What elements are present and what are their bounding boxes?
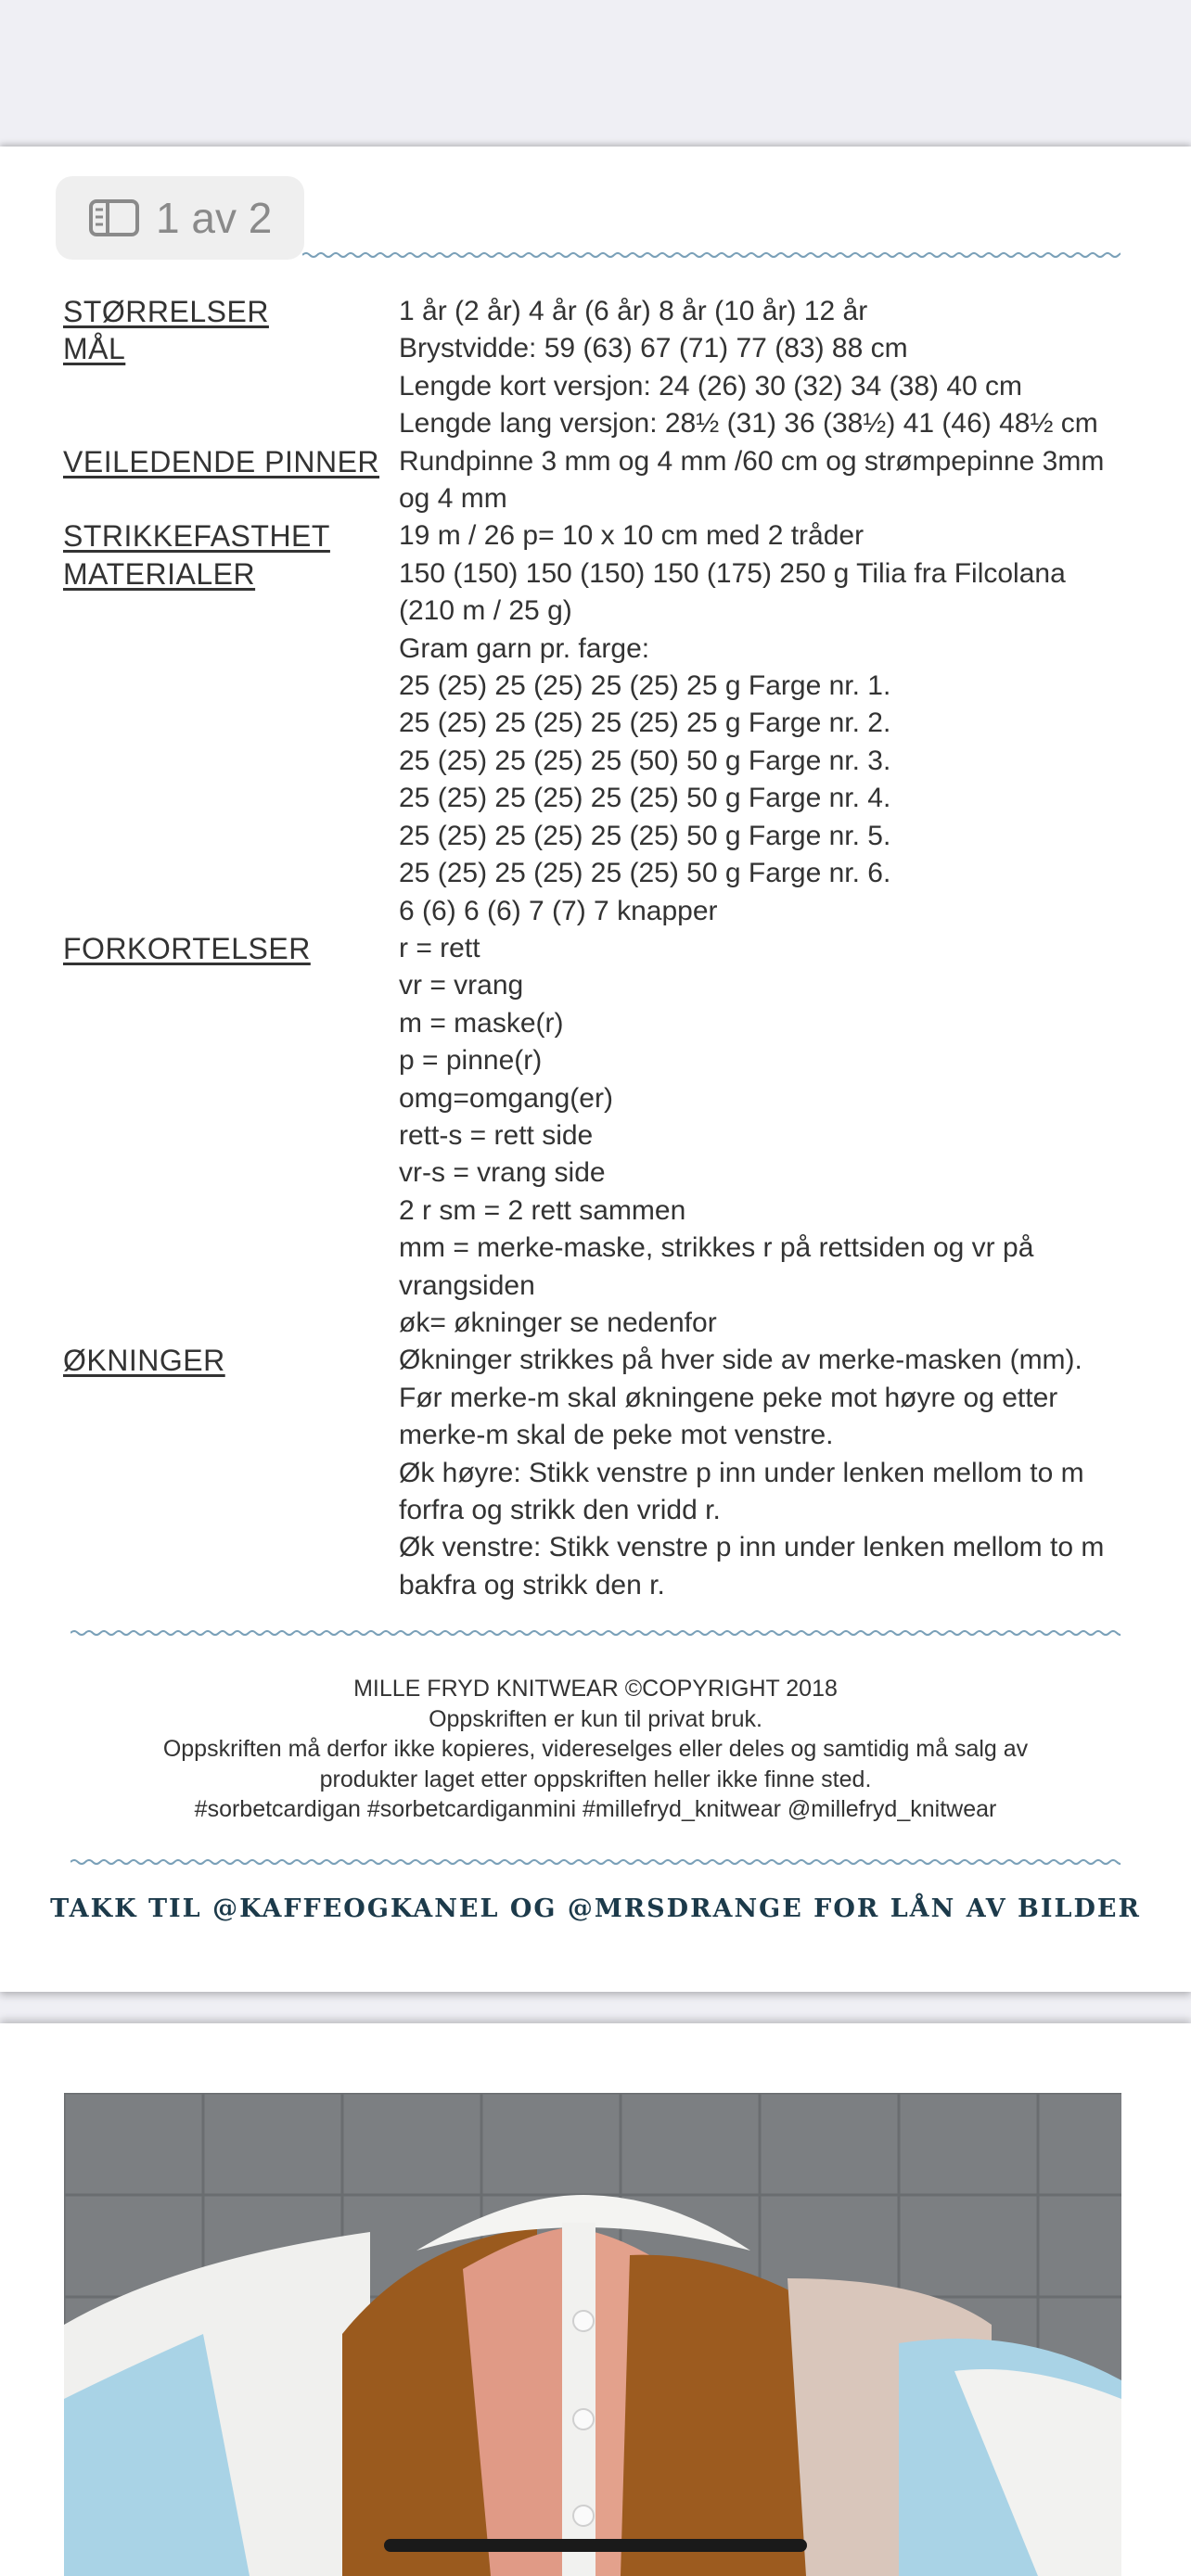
content-line: mm = merke-maske, strikkes r på rettsiden og vr på	[399, 1232, 1034, 1264]
section-content	[399, 443, 1130, 518]
content-line: vr-s = vrang side	[399, 1157, 606, 1189]
content-line: Økninger strikkes på hver side av merke-masken (mm).	[399, 1345, 1082, 1376]
content-line: m = maske(r)	[399, 1007, 564, 1039]
content-line: 150 (150) 150 (150) 150 (175) 250 g Tilia fra Filcolana	[399, 557, 1066, 589]
footer-line: produkter laget etter oppskriften heller ikke finne sted.	[319, 1766, 872, 1792]
section-label: STRIKKEFASTHET	[63, 519, 330, 554]
footer-line: MILLE FRYD KNITWEAR ©COPYRIGHT 2018	[353, 1676, 838, 1702]
content-line: Øk venstre: Stikk venstre p inn under lenken mellom to m	[399, 1532, 1105, 1563]
content-line: øk= økninger se nedenfor	[399, 1307, 717, 1338]
detail-row	[63, 443, 1130, 518]
content-line: Rundpinne 3 mm og 4 mm /60 cm og strømpepinne 3mm	[399, 445, 1105, 477]
section-label: MÅL	[63, 332, 126, 366]
section-label: STØRRELSER	[63, 295, 269, 328]
content-line: vr = vrang	[399, 970, 524, 1001]
content-line: (210 m / 25 g)	[399, 595, 572, 627]
content-line: 25 (25) 25 (25) 25 (25) 50 g Farge nr. 6.	[399, 858, 891, 889]
detail-row	[63, 517, 1130, 555]
content-line: omg=omgang(er)	[399, 1082, 613, 1114]
section-content	[399, 555, 1130, 930]
content-line: Brystvidde: 59 (63) 67 (71) 77 (83) 88 cm	[399, 333, 908, 364]
section-content	[399, 1342, 1130, 1604]
pattern-details	[63, 293, 1130, 1604]
content-line: Før merke-m skal økningene peke mot høyre og etter	[399, 1382, 1058, 1413]
detail-row	[63, 930, 1130, 1342]
wave-divider-top	[302, 250, 1121, 260]
footer-line: Oppskriften er kun til privat bruk.	[429, 1705, 762, 1732]
content-line: 25 (25) 25 (25) 25 (50) 50 g Farge nr. 3.	[399, 745, 891, 776]
section-content	[399, 517, 1130, 555]
detail-row	[63, 293, 1130, 330]
section-content	[399, 293, 1130, 330]
content-line: bakfra og strikk den r.	[399, 1569, 665, 1600]
content-line: og 4 mm	[399, 483, 507, 515]
section-label: VEILEDENDE PINNER	[63, 444, 380, 478]
detail-row	[63, 1342, 1130, 1604]
viewer-background	[0, 0, 1191, 143]
content-line: 6 (6) 6 (6) 7 (7) 7 knapper	[399, 895, 718, 926]
content-line: 2 r sm = 2 rett sammen	[399, 1194, 686, 1226]
content-line: r = rett	[399, 932, 480, 963]
detail-row	[63, 555, 1130, 930]
section-label: FORKORTELSER	[63, 931, 311, 965]
section-content	[399, 930, 1130, 1342]
wave-divider-bottom	[70, 1857, 1121, 1867]
section-content	[399, 330, 1130, 442]
content-line: Lengde kort versjon: 24 (26) 30 (32) 34 (38) 40 cm	[399, 370, 1023, 402]
section-label: ØKNINGER	[63, 1344, 225, 1378]
footer-line: Oppskriften må derfor ikke kopieres, videreselges eller deles og samtidig må salg av	[162, 1736, 1029, 1762]
content-line: 25 (25) 25 (25) 25 (25) 50 g Farge nr. 4.	[399, 783, 891, 814]
home-indicator[interactable]	[384, 2539, 807, 2552]
pages-icon	[89, 199, 139, 236]
photo-credits: TAKK TIL @KAFFEOGKANEL OG @MRSDRANGE FOR LÅN AV BILDER	[50, 1894, 1141, 1923]
content-line: 1 år (2 år) 4 år (6 år) 8 år (10 år) 12 år	[399, 296, 868, 326]
content-line: p = pinne(r)	[399, 1045, 543, 1077]
footer-hashtags: #sorbetcardigan #sorbetcardiganmini #millefryd_knitwear @millefryd_knitwear	[194, 1796, 997, 1822]
content-line: Lengde lang versjon: 28½ (31) 36 (38½) 41 (46) 48½ cm	[399, 408, 1098, 440]
wave-divider-middle	[70, 1628, 1121, 1638]
content-line: 25 (25) 25 (25) 25 (25) 25 g Farge nr. 2.	[399, 708, 891, 739]
content-line: vrangsiden	[399, 1269, 535, 1301]
content-line: 19 m / 26 p= 10 x 10 cm med 2 tråder	[399, 520, 864, 552]
copyright-footer	[0, 1674, 1191, 1825]
content-line: 25 (25) 25 (25) 25 (25) 25 g Farge nr. 1.	[399, 670, 891, 702]
content-line: rett-s = rett side	[399, 1119, 594, 1151]
content-line: merke-m skal de peke mot venstre.	[399, 1420, 834, 1451]
cardigan-photo	[64, 2093, 1121, 2576]
detail-row	[63, 330, 1130, 442]
content-line: Gram garn pr. farge:	[399, 632, 650, 664]
content-line: forfra og strikk den vridd r.	[399, 1495, 721, 1525]
content-line: Øk høyre: Stikk venstre p inn under lenken mellom to m	[399, 1457, 1084, 1488]
page-indicator[interactable]	[56, 176, 304, 260]
content-line: 25 (25) 25 (25) 25 (25) 50 g Farge nr. 5.	[399, 820, 891, 851]
page-indicator-label: 1 av 2	[156, 194, 273, 242]
section-label: MATERIALER	[63, 556, 256, 591]
